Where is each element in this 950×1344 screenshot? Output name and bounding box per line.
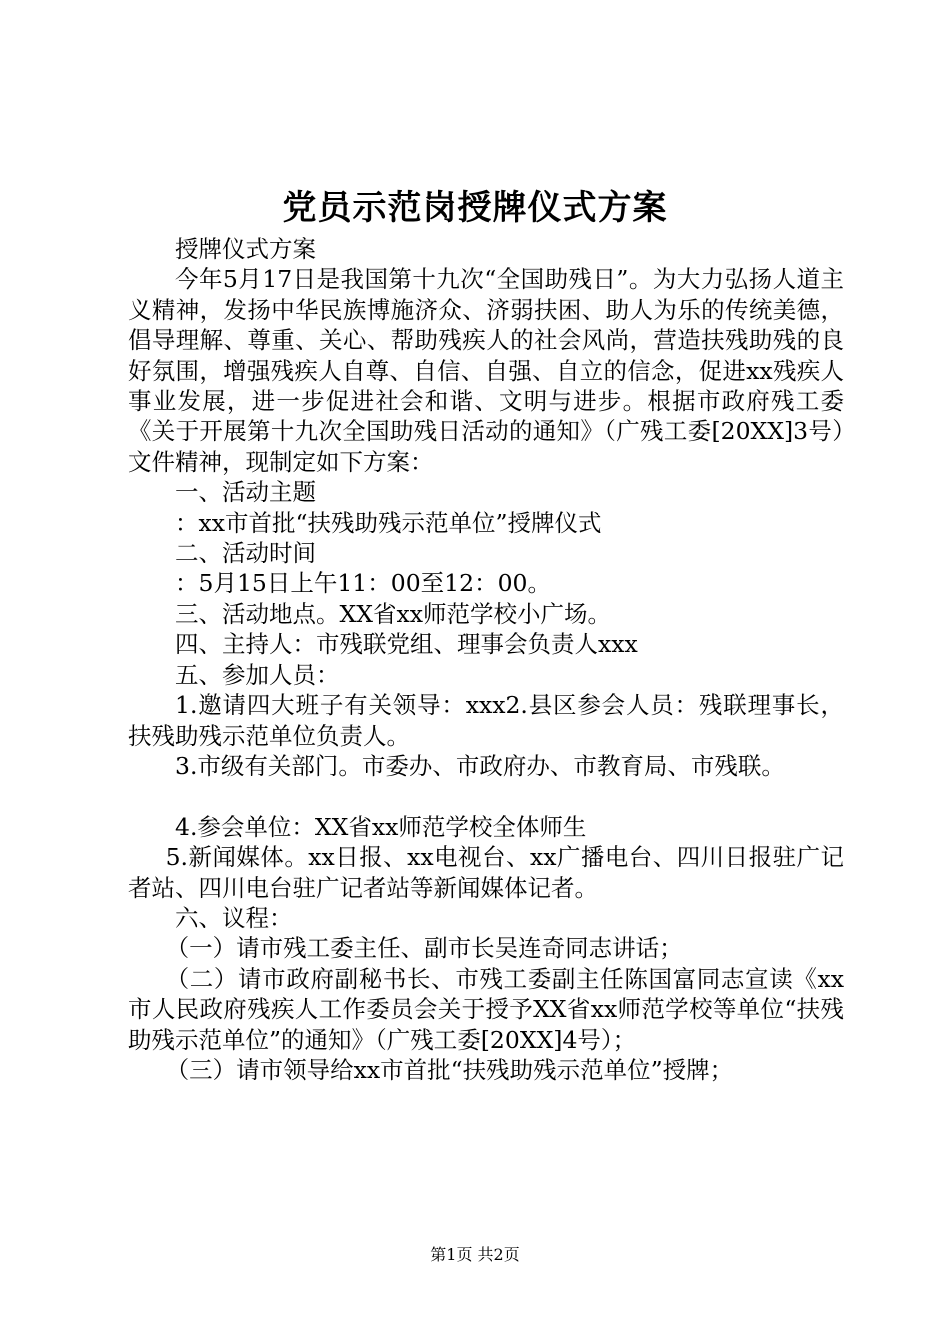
section-heading-agenda: 六、议程： <box>175 903 293 932</box>
section-heading-attendees: 五、参加人员： <box>175 660 340 689</box>
section-heading-theme: 一、活动主题 <box>175 478 316 507</box>
document-body <box>128 234 844 1085</box>
paragraph-subtitle: 授牌仪式方案 <box>175 235 316 263</box>
paragraph-attendees-4: 4.参会单位：XX省xx师范学校全体师生 <box>175 812 587 841</box>
agenda-item-3: （三）请市领导给xx市首批“扶残助残示范单位”授牌； <box>165 1055 734 1084</box>
paragraph-location: 三、活动地点。XX省xx师范学校小广场。 <box>175 599 611 628</box>
blank-line <box>128 781 844 811</box>
agenda-item-2: （二）请市政府副秘书长、市残工委副主任陈国富同志宣读《xx市人民政府残疾人工作委员会关于授予XX省xx师范学校等单位“扶残助残示范单位”的通知》（广残工委[20XX]4号）； <box>128 964 844 1054</box>
paragraph-time: ：5月15日上午11：00至12：00。 <box>175 569 551 598</box>
section-heading-time: 二、活动时间 <box>175 539 316 568</box>
paragraph-intro: 今年5月17日是我国第十九次“全国助残日”。为大力弘扬人道主义精神，发扬中华民族博施济众、济弱扶困、助人为乐的传统美德，倡导理解、尊重、关心、帮助残疾人的社会风尚，营造扶残助残的良好氛围，增强残疾人自尊、自信、自强、自立的信念，促进xx残疾人事业发展，进一步促进社会和谐、文明与进步。根据市政府残工委《关于开展第十九次全国助残日活动的通知》（广残工委[20XX]3号）文件精神，现制定如下方案： <box>128 265 844 476</box>
paragraph-attendees-5: 5.新闻媒体。xx日报、xx电视台、xx广播电台、四川日报驻广记者站、四川电台驻广记者站等新闻媒体记者。 <box>128 843 844 902</box>
paragraph-theme: ：xx市首批“扶残助残示范单位”授牌仪式 <box>175 508 602 537</box>
page-footer: 第1页 共2页 <box>430 1245 520 1264</box>
paragraph-host: 四、主持人：市残联党组、理事会负责人xxx <box>175 630 638 659</box>
agenda-item-1: （一）请市残工委主任、副市长吴连奇同志讲话； <box>165 934 683 963</box>
paragraph-attendees-1: 1.邀请四大班子有关领导：xxx2.县区参会人员：残联理事长，扶残助残示范单位负责人。 <box>128 691 844 750</box>
paragraph-attendees-3: 3.市级有关部门。市委办、市政府办、市教育局、市残联。 <box>175 751 785 780</box>
page-title: 党员示范岗授牌仪式方案 <box>282 188 668 228</box>
